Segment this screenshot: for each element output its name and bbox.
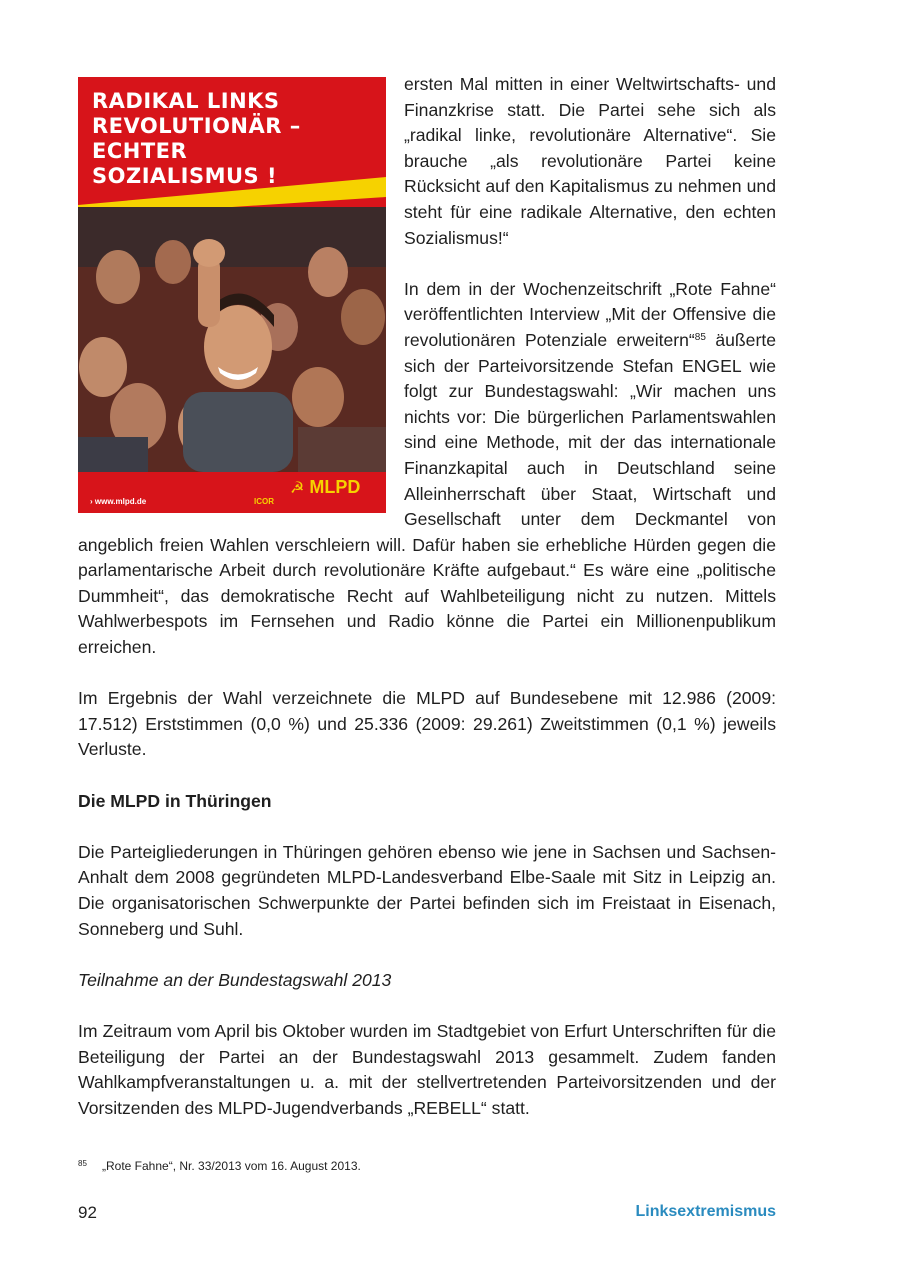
footnote <box>78 1156 776 1174</box>
paragraph: Im Ergebnis der Wahl verzeichnete die MLPD auf Bundesebene mit 12.986 (2009: 17.512) Erststimmen (0,0 %) und 25.336 (2009: 29.261) Zweitstimmen (0,1 %) jeweils Verluste. <box>78 688 776 760</box>
footnote-text: „Rote Fahne“, Nr. 33/2013 vom 16. August 2013. <box>102 1159 361 1173</box>
paragraph: Im Zeitraum vom April bis Oktober wurden im Stadtgebiet von Erfurt Unterschriften für die Beteiligung der Partei an der Bundestagswahl 2013 gesammelt. Zudem fanden Wahlkampfveranstaltungen u. a. mit der stellvertretenden Parteivorsitzenden und der Vorsitzenden des MLPD-Jugendverbands „REBELL“ statt. <box>78 1020 776 1118</box>
poster-headline-line: RADIKAL LINKS <box>92 89 280 113</box>
section-heading: Die MLPD in Thüringen <box>78 790 272 811</box>
poster-url: › www.mlpd.de <box>90 497 147 506</box>
footnote-ref: 85 <box>694 331 706 343</box>
paragraph-text: In dem in der Wochenzeitschrift „Rote Fahne“ veröffentlichten Interview „Mit der Offensive die revolutionären Potenziale erweitern“ <box>404 278 776 350</box>
poster-headline-line: ECHTER <box>92 139 188 163</box>
page-number: 92 <box>78 1203 97 1222</box>
poster-headline-line: SOZIALISMUS ! <box>92 164 278 188</box>
hammer-sickle-icon: ☭ <box>290 480 305 497</box>
paragraph: Die Parteigliederungen in Thüringen gehören ebenso wie jene in Sachsen und Sachsen-Anhalt dem 2008 gegründeten MLPD-Landesverband Elbe-Saale mit Sitz in Leipzig an. Die organisatorischen Schwerpunkte der Partei befinden sich im Freistaat in Eisenach, Sonneberg und Suhl. <box>78 841 776 939</box>
mlpd-logo-text: MLPD <box>309 477 361 497</box>
page-footer <box>78 1203 776 1225</box>
mlpd-logo <box>290 475 360 502</box>
running-title: Linksextremismus <box>635 1203 776 1220</box>
paragraph: ersten Mal mitten in einer Weltwirtschafts- und Finanzkrise statt. Die Partei sehe sich als „radikal linke, revolutionäre Alternative“. Sie brauche „als revolutionäre Partei keine Rücksicht auf den Kapitalismus zu nehmen und steht für eine radikale Alternative, den echten Sozialismus!“ <box>404 74 776 248</box>
subsection-heading: Teilnahme an der Bundestagswahl 2013 <box>78 969 392 990</box>
footnote-number: 85 <box>78 1159 87 1168</box>
main-text <box>78 72 776 1147</box>
mlpd-poster-image <box>78 77 386 513</box>
icor-logo: ICOR <box>254 497 274 506</box>
poster-headline-line: REVOLUTIONÄR – <box>92 114 301 138</box>
paragraph-text: äußerte sich der Parteivorsitzende Stefan ENGEL wie folgt zur Bundestagswahl: „Wir machen uns nichts vor: Die bürgerlichen Parlamentswahlen sind eine Methode, mit der das internationale Finanzkapital auch in Deutschland seine Alleinherrschaft über Staat, Wirtschaft und Gesellschaft unter dem Deckmantel von angeblich freien Wahlen verschleiern will. Dafür haben sie erhebliche Hürden gegen die parlamentarische Arbeit durch revolutionäre Kräfte aufgebaut.“ Es wäre eine „politische Dummheit“, das demokratische Recht auf Wahlbeteiligung nicht zu nutzen. Mittels Wahlwerbespots im Fernsehen und Radio könne die Partei ein Millionenpublikum erreichen. <box>78 329 776 658</box>
poster-headline <box>92 89 382 189</box>
